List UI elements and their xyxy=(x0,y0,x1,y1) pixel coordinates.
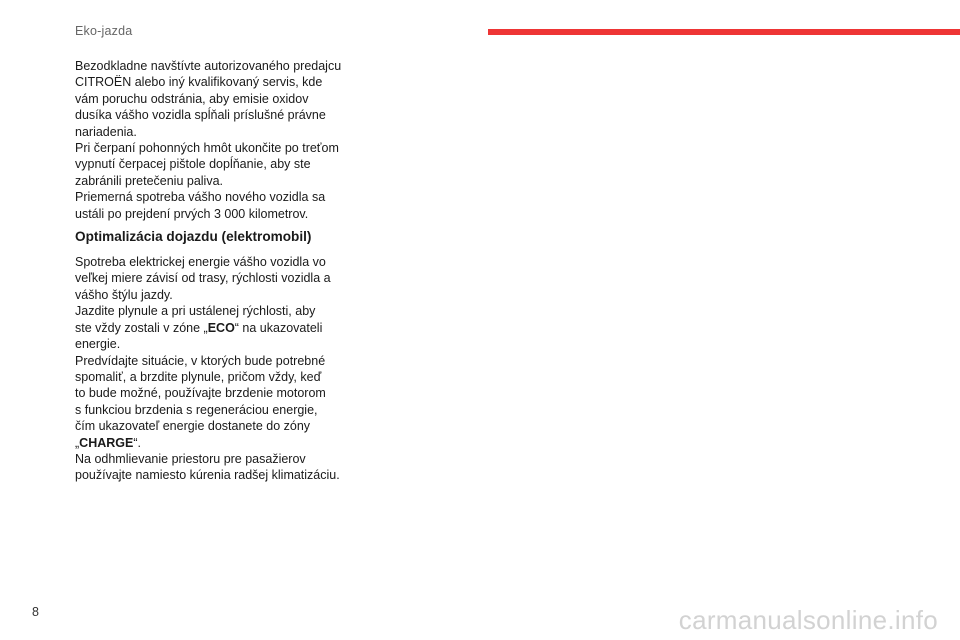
page-number: 8 xyxy=(32,605,39,619)
body-line xyxy=(75,320,345,336)
text-run: “. xyxy=(133,435,141,450)
section-accent-bar xyxy=(488,29,960,35)
text-column xyxy=(75,58,345,484)
body-line: to bude možné, používajte brzdenie motorom xyxy=(75,386,326,401)
body-line: dusíka vášho vozidla spĺňali príslušné právne xyxy=(75,108,326,123)
body-line: zabránili pretečeniu paliva. xyxy=(75,173,224,188)
body-line: vypnutí čerpacej pištole dopĺňanie, aby ste xyxy=(75,157,311,172)
body-line: čím ukazovateľ energie dostanete do zóny xyxy=(75,419,311,434)
body-line xyxy=(75,435,345,451)
body-line: veľkej miere závisí od trasy, rýchlosti vozidla a xyxy=(75,271,331,286)
eco-zone-label: ECO xyxy=(207,320,235,335)
body-line: Pri čerpaní pohonných hmôt ukončite po treťom xyxy=(75,141,339,156)
body-line: Bezodkladne navštívte autorizovaného predajcu xyxy=(75,59,342,73)
body-line: Spotreba elektrickej energie vášho vozidla vo xyxy=(75,255,326,270)
body-line: vášho štýlu jazdy. xyxy=(75,287,173,302)
body-line: Priemerná spotreba vášho nového vozidla sa xyxy=(75,190,326,205)
body-line: používajte namiesto kúrenia radšej klimatizáciu. xyxy=(75,468,340,483)
body-line: Jazdite plynule a pri ustálenej rýchlosti, aby xyxy=(75,304,316,319)
body-line: Na odhmlievanie priestoru pre pasažierov xyxy=(75,451,306,466)
text-run: ste vždy zostali v zóne „ xyxy=(75,320,208,335)
charge-zone-label: CHARGE xyxy=(79,435,134,450)
section-heading: Optimalizácia dojazdu (elektromobil) xyxy=(75,229,312,245)
section-title: Eko-jazda xyxy=(75,24,133,38)
body-line: vám poruchu odstránia, aby emisie oxidov xyxy=(75,91,309,106)
body-line: ustáli po prejdení prvých 3 000 kilometrov. xyxy=(75,206,309,221)
watermark: carmanualsonline.info xyxy=(678,605,938,635)
body-line: s funkciou brzdenia s regeneráciou energie, xyxy=(75,402,318,417)
body-line: Predvídajte situácie, v ktorých bude potrebné xyxy=(75,353,326,368)
text-run: “ na ukazovateli xyxy=(234,320,323,335)
body-line: CITROËN alebo iný kvalifikovaný servis, kde xyxy=(75,75,323,90)
body-line: energie. xyxy=(75,337,121,352)
body-line: nariadenia. xyxy=(75,124,137,139)
text-run: „ xyxy=(75,435,80,450)
body-line: spomaliť, a brzdite plynule, pričom vždy, keď xyxy=(75,369,322,384)
